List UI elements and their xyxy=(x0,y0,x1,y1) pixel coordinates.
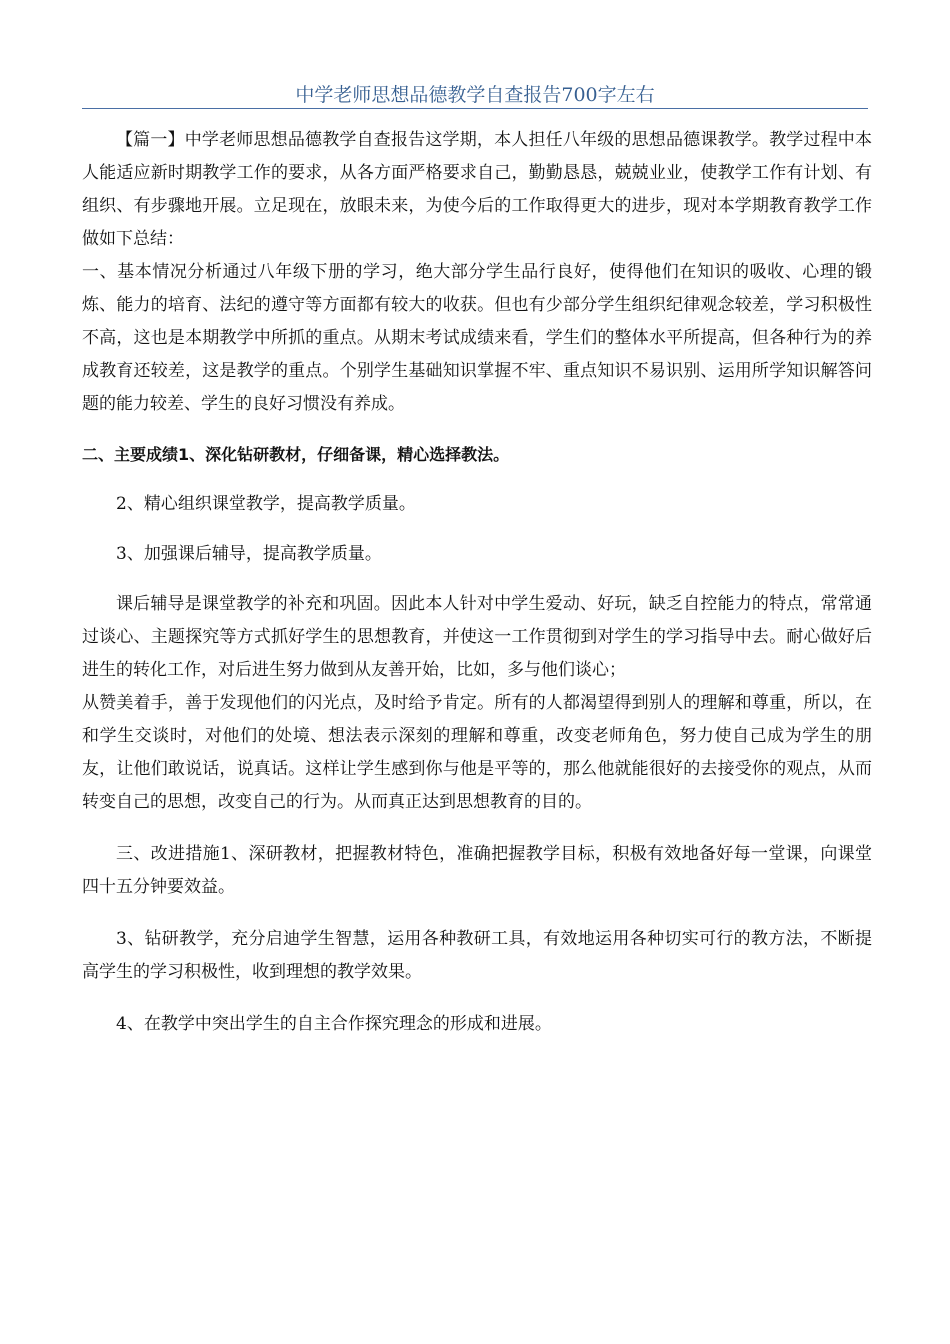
heading-main-achievements: 二、主要成绩1、深化钻研教材，仔细备课，精心选择教法。 xyxy=(82,445,510,464)
paragraph-intro: 【篇一】中学老师思想品德教学自查报告这学期，本人担任八年级的思想品德课教学。教学过程中本人能适应新时期教学工作的要求，从各方面严格要求自己，勤勤恳恳，兢兢业业，使教学工作有计划、有组织、有步骤地开展。立足现在，放眼未来，为使今后的工作取得更大的进步，现对本学期教育教学工作做如下总结： xyxy=(82,130,872,249)
paragraph-basic-situation: 一、基本情况分析通过八年级下册的学习，绝大部分学生品行良好，使得他们在知识的吸收、心理的锻炼、能力的培育、法纪的遵守等方面都有较大的收获。但也有少部分学生组织纪律观念较差，学习积极性不高，这也是本期教学中所抓的重点。从期末考试成绩来看，学生们的整体水平所提高，但各种行为的养成教育还较差，这是教学的重点。个别学生基础知识掌握不牢、重点知识不易识别、运用所学知识解答问题的能力较差、学生的良好习惯没有养成。 xyxy=(82,262,872,414)
paragraph-measure-3: 3、钻研教学，充分启迪学生智慧，运用各种教研工具，有效地运用各种切实可行的教方法，不断提高学生的学习积极性，收到理想的教学效果。 xyxy=(82,929,872,982)
document-body xyxy=(82,124,872,1041)
paragraph-achievement-3: 3、加强课后辅导，提高教学质量。 xyxy=(116,544,382,564)
page-title: 中学老师思想品德教学自查报告700字左右 xyxy=(295,84,655,106)
paragraph-tutoring: 课后辅导是课堂教学的补充和巩固。因此本人针对中学生爱动、好玩，缺乏自控能力的特点，常常通过谈心、主题探究等方式抓好学生的思想教育，并使这一工作贯彻到对学生的学习指导中去。耐心做好后进生的转化工作，对后进生努力做到从友善开始，比如，多与他们谈心； xyxy=(82,594,872,680)
paragraph-measure-4: 4、在教学中突出学生的自主合作探究理念的形成和进展。 xyxy=(116,1014,552,1034)
page-header xyxy=(82,80,868,109)
paragraph-improvement-measures: 三、改进措施1、深研教材，把握教材特色，准确把握教学目标，积极有效地备好每一堂课，向课堂四十五分钟要效益。 xyxy=(82,844,872,897)
paragraph-praise: 从赞美着手，善于发现他们的闪光点，及时给予肯定。所有的人都渴望得到别人的理解和尊重，所以，在和学生交谈时，对他们的处境、想法表示深刻的理解和尊重，改变老师角色，努力使自己成为学生的朋友，让他们敢说话，说真话。这样让学生感到你与他是平等的，那么他就能很好的去接受你的观点，从而转变自己的思想，改变自己的行为。从而真正达到思想教育的目的。 xyxy=(82,693,872,812)
paragraph-achievement-2: 2、精心组织课堂教学，提高教学质量。 xyxy=(116,494,416,514)
